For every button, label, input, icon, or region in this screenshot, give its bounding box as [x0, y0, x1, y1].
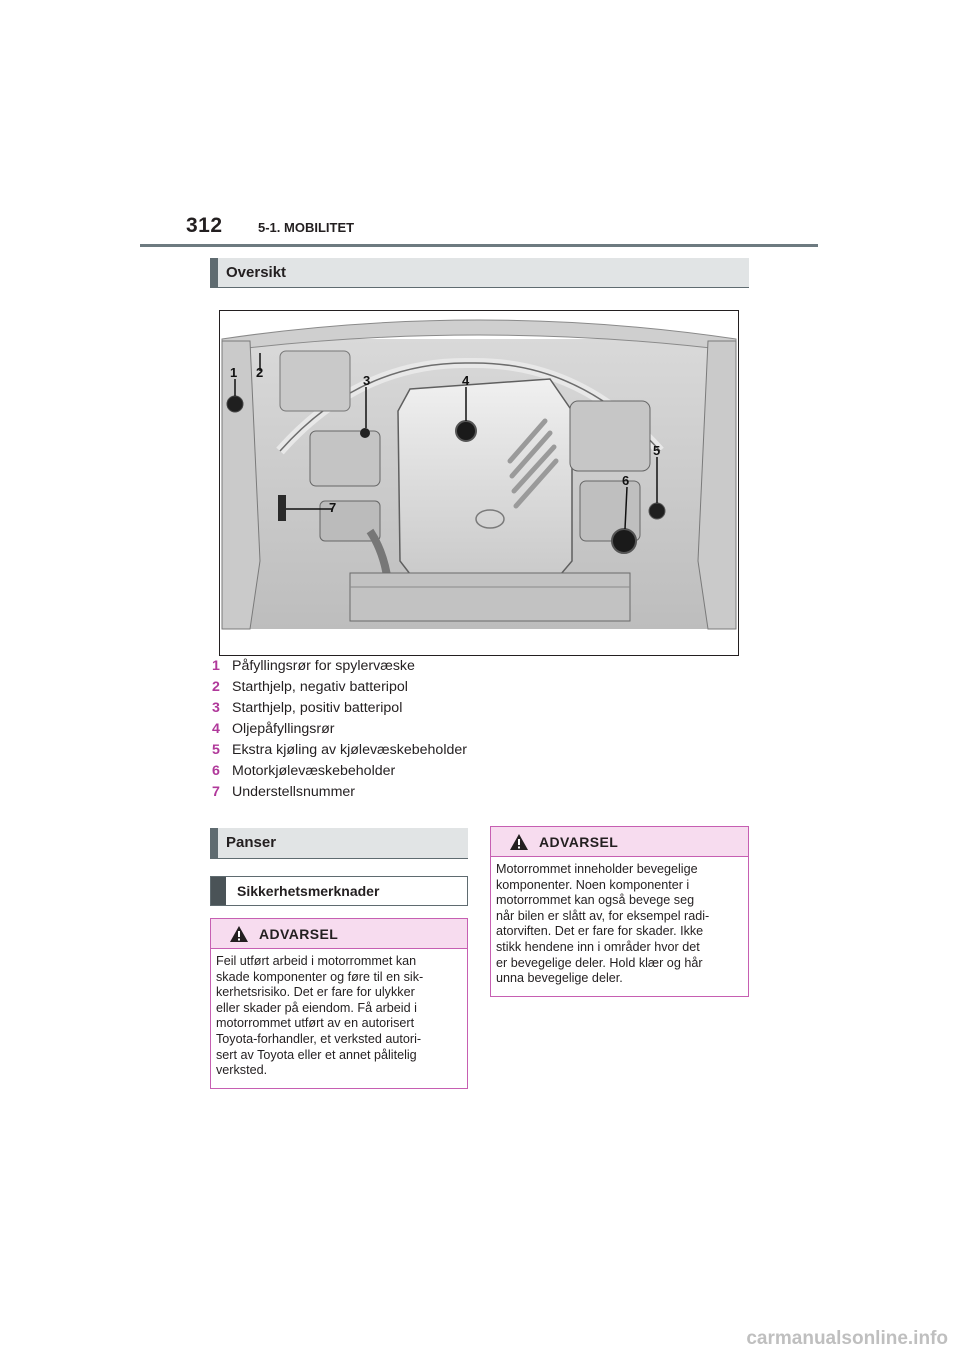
- legend-text: Ekstra kjøling av kjølevæskebeholder: [232, 742, 467, 758]
- warning-line: verksted.: [216, 1063, 268, 1078]
- warning-triangle-icon: [509, 833, 529, 851]
- warning-line: komponenter. Noen komponenter i: [496, 877, 690, 892]
- callout-4: 4: [462, 373, 470, 388]
- warning-line: sert av Toyota eller et annet pålitelig: [216, 1047, 417, 1062]
- callout-6: 6: [622, 473, 630, 488]
- legend-text: Påfyllingsrør for spylervæske: [232, 658, 415, 674]
- callout-7: 7: [329, 500, 337, 515]
- legend-text: Starthjelp, positiv batteripol: [232, 700, 403, 716]
- component-legend: [212, 656, 612, 803]
- warning-line: kerhetsrisiko. Det er fare for ulykker: [216, 985, 415, 1000]
- safety-notes-heading: Sikkerhetsmerknader: [237, 883, 380, 899]
- panser-heading: Panser: [226, 834, 277, 851]
- warning-line: atorviften. Det er fare for skader. Ikke: [496, 924, 704, 939]
- legend-text: Motorkjølevæskebeholder: [232, 763, 396, 779]
- warning-line: unna bevegelige deler.: [496, 971, 623, 986]
- legend-number: 5: [212, 742, 220, 758]
- callout-3: 3: [363, 373, 371, 388]
- warning-line: motorrommet kan også bevege seg: [496, 893, 695, 908]
- warning-title: ADVARSEL: [539, 834, 619, 850]
- warning-line: Feil utført arbeid i motorrommet kan: [216, 954, 417, 968]
- legend-number: 3: [212, 700, 220, 716]
- oversikt-heading-bar: [210, 258, 749, 288]
- legend-number: 1: [212, 658, 220, 674]
- legend-item: [212, 761, 612, 782]
- warning-header: [491, 827, 748, 857]
- warning-line: skade komponenter og føre til en sik-: [216, 969, 424, 984]
- warning-line: Motorrommet inneholder bevegelige: [496, 862, 698, 876]
- footer-watermark: carmanualsonline.info: [746, 1328, 948, 1349]
- warning-title: ADVARSEL: [259, 926, 339, 942]
- engine-bay-illustration: [220, 311, 738, 655]
- warning-header: [211, 919, 467, 949]
- warning-line: stikk hendene inn i områder hvor det: [496, 939, 700, 954]
- warning-box-left: [210, 918, 468, 1089]
- legend-item: [212, 740, 612, 761]
- engine-bay-figure: [219, 310, 739, 656]
- legend-item: [212, 656, 612, 677]
- safety-notes-heading-bar: [210, 876, 468, 906]
- legend-item: [212, 719, 612, 740]
- legend-item: [212, 677, 612, 698]
- legend-number: 4: [212, 721, 220, 737]
- legend-item: [212, 698, 612, 719]
- legend-number: 2: [212, 679, 220, 695]
- warning-line: eller skader på eiendom. Få arbeid i: [216, 1000, 417, 1015]
- warning-text: [216, 954, 459, 1079]
- oversikt-heading: Oversikt: [226, 264, 287, 281]
- callout-2: 2: [256, 365, 264, 380]
- warning-line: er bevegelige deler. Hold klær og hår: [496, 955, 703, 970]
- warning-text: [496, 862, 740, 987]
- heading-accent: [210, 258, 218, 287]
- warning-line: motorrommet utført av en autorisert: [216, 1016, 415, 1031]
- legend-number: 6: [212, 763, 220, 779]
- callout-1: 1: [230, 365, 238, 380]
- warning-triangle-icon: [229, 925, 249, 943]
- warning-line: Toyota-forhandler, et verksted autori-: [216, 1031, 422, 1046]
- callout-5: 5: [653, 443, 661, 458]
- panser-heading-bar: [210, 828, 468, 859]
- legend-text: Oljepåfyllingsrør: [232, 721, 335, 737]
- legend-item: [212, 782, 612, 803]
- legend-number: 7: [212, 784, 220, 800]
- heading-accent: [210, 828, 218, 858]
- legend-text: Understellsnummer: [232, 784, 355, 800]
- header-rule: [140, 244, 818, 247]
- warning-line: når bilen er slått av, for eksempel radi-: [496, 908, 710, 923]
- page-number: 312: [186, 214, 223, 237]
- section-title: 5-1. MOBILITET: [258, 220, 355, 235]
- warning-box-right: [490, 826, 749, 997]
- subheading-accent: [211, 877, 226, 905]
- legend-text: Starthjelp, negativ batteripol: [232, 679, 408, 695]
